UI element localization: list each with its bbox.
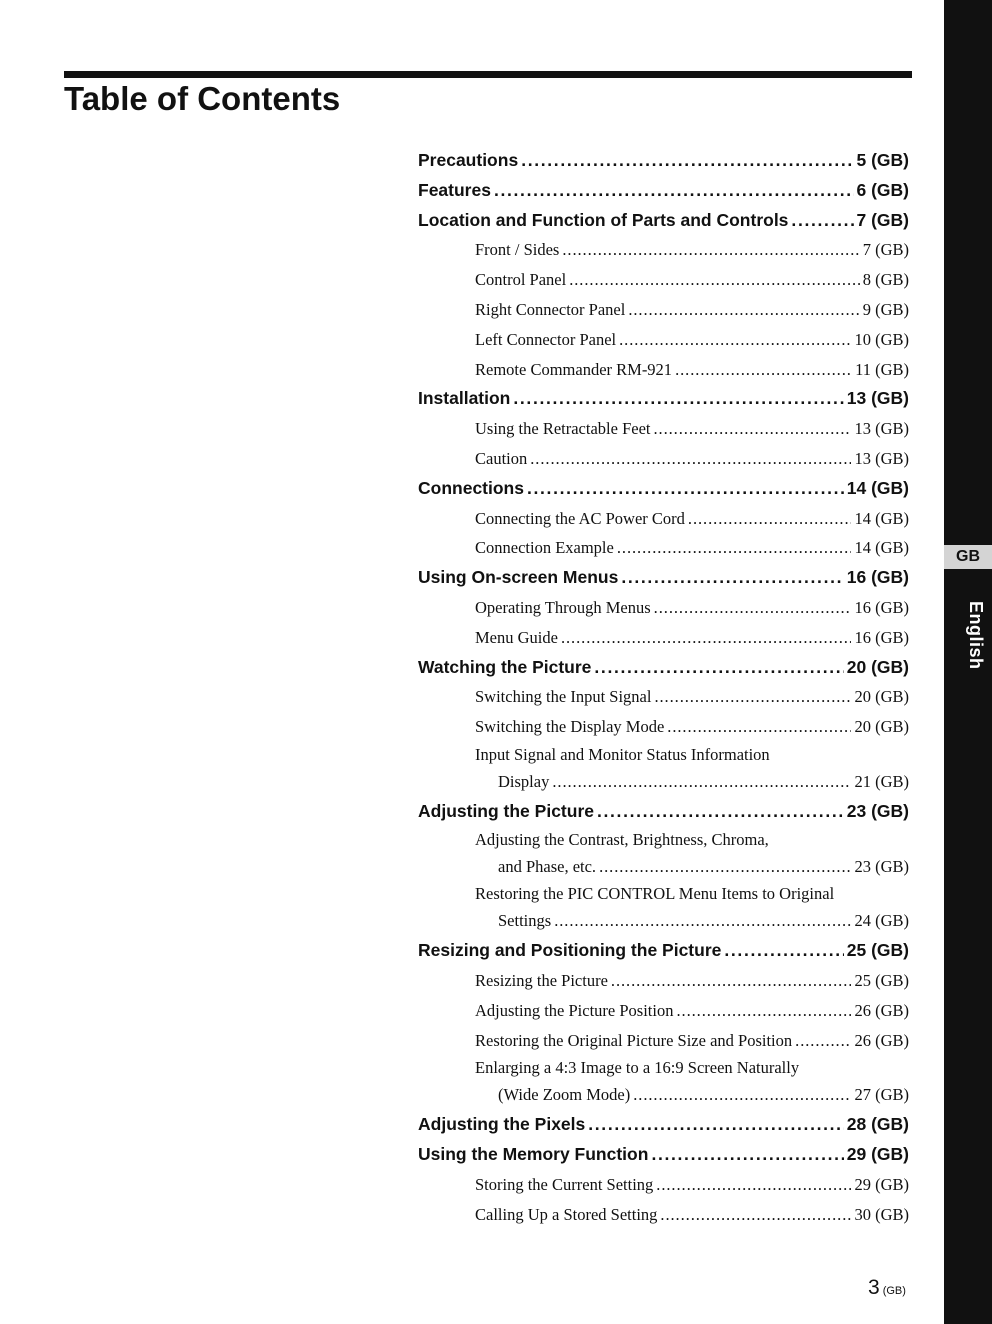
toc-subentry-calling[interactable]: Calling Up a Stored Setting . . . 30 (GB) bbox=[418, 1200, 909, 1230]
toc-subentry-continuation: (Wide Zoom Mode) . . . 27 (GB) bbox=[475, 1080, 909, 1110]
toc-subentry-status-info[interactable] bbox=[418, 742, 909, 797]
toc-subentry-operating-menus[interactable]: Operating Through Menus . . . 16 (GB) bbox=[418, 593, 909, 623]
toc-subentry-continuation: Settings . . . 24 (GB) bbox=[475, 906, 909, 936]
toc-subentry-remote[interactable]: Remote Commander RM-921 . . . 11 (GB) bbox=[418, 355, 909, 385]
toc-subentry-picture-position[interactable]: Adjusting the Picture Position . . . 26 (GB) bbox=[418, 996, 909, 1026]
toc-subentry-front-sides[interactable]: Front / Sides . . . 7 (GB) bbox=[418, 235, 909, 265]
toc-entry-location[interactable]: Location and Function of Parts and Controls . . . 7 (GB) bbox=[418, 206, 909, 236]
toc-subentry-first-line: Restoring the PIC CONTROL Menu Items to Original bbox=[475, 884, 835, 904]
page-title: Table of Contents bbox=[64, 80, 341, 117]
toc-subentry-caution[interactable]: Caution . . . 13 (GB) bbox=[418, 444, 909, 474]
toc-subentry-restore-original[interactable]: Restoring the Original Picture Size and Position . . . 26 (GB) bbox=[418, 1026, 909, 1056]
title-rule bbox=[64, 71, 912, 78]
toc-subentry-input-signal[interactable]: Switching the Input Signal . . . 20 (GB) bbox=[418, 682, 909, 712]
toc-subentry-continuation: and Phase, etc. . . . 23 (GB) bbox=[475, 852, 909, 882]
toc-entry-menus[interactable]: Using On-screen Menus . . . 16 (GB) bbox=[418, 563, 909, 593]
toc-subentry-first-line: Input Signal and Monitor Status Information bbox=[475, 744, 770, 764]
toc-subentry-retractable-feet[interactable]: Using the Retractable Feet . . . 13 (GB) bbox=[418, 414, 909, 444]
toc-subentry-first-line: Enlarging a 4:3 Image to a 16:9 Screen Naturally bbox=[475, 1058, 800, 1078]
toc-subentry-wide-zoom[interactable] bbox=[418, 1055, 909, 1110]
toc-subentry-menu-guide[interactable]: Menu Guide . . . 16 (GB) bbox=[418, 623, 909, 653]
toc-entry-installation[interactable]: Installation . . . 13 (GB) bbox=[418, 384, 909, 414]
toc-entry-watching[interactable]: Watching the Picture . . . 20 (GB) bbox=[418, 653, 909, 683]
toc-subentry-storing[interactable]: Storing the Current Setting . . . 29 (GB) bbox=[418, 1170, 909, 1200]
table-of-contents bbox=[418, 146, 909, 1229]
toc-subentry-continuation: Display . . . 21 (GB) bbox=[475, 767, 909, 797]
page-number-suffix: (GB) bbox=[882, 1285, 906, 1297]
toc-subentry-contrast[interactable] bbox=[418, 827, 909, 882]
toc-subentry-right-connector[interactable]: Right Connector Panel . . . 9 (GB) bbox=[418, 295, 909, 325]
side-tab-language: English bbox=[966, 600, 986, 670]
toc-subentry-display-mode[interactable]: Switching the Display Mode . . . 20 (GB) bbox=[418, 712, 909, 742]
toc-entry-pixels[interactable]: Adjusting the Pixels . . . 28 (GB) bbox=[418, 1110, 909, 1140]
toc-subentry-control-panel[interactable]: Control Panel . . . 8 (GB) bbox=[418, 265, 909, 295]
toc-subentry-first-line: Adjusting the Contrast, Brightness, Chroma, bbox=[475, 829, 769, 849]
toc-subentry-ac-power[interactable]: Connecting the AC Power Cord . . . 14 (GB) bbox=[418, 504, 909, 534]
toc-subentry-left-connector[interactable]: Left Connector Panel . . . 10 (GB) bbox=[418, 325, 909, 355]
side-tab-code: GB bbox=[944, 545, 992, 569]
toc-entry-memory[interactable]: Using the Memory Function . . . 29 (GB) bbox=[418, 1140, 909, 1170]
toc-entry-features[interactable]: Features . . . 6 (GB) bbox=[418, 176, 909, 206]
page-number-value: 3 bbox=[868, 1276, 880, 1299]
toc-entry-precautions[interactable]: Precautions . . . 5 (GB) bbox=[418, 146, 909, 176]
toc-subentry-resize-picture[interactable]: Resizing the Picture . . . 25 (GB) bbox=[418, 966, 909, 996]
toc-entry-connections[interactable]: Connections . . . 14 (GB) bbox=[418, 474, 909, 504]
toc-subentry-restoring-pic-control[interactable] bbox=[418, 881, 909, 936]
toc-subentry-connection-example[interactable]: Connection Example . . . 14 (GB) bbox=[418, 533, 909, 563]
toc-entry-adjusting[interactable]: Adjusting the Picture . . . 23 (GB) bbox=[418, 797, 909, 827]
page-number bbox=[868, 1276, 906, 1300]
toc-entry-resizing[interactable]: Resizing and Positioning the Picture . . . 25 (GB) bbox=[418, 936, 909, 966]
